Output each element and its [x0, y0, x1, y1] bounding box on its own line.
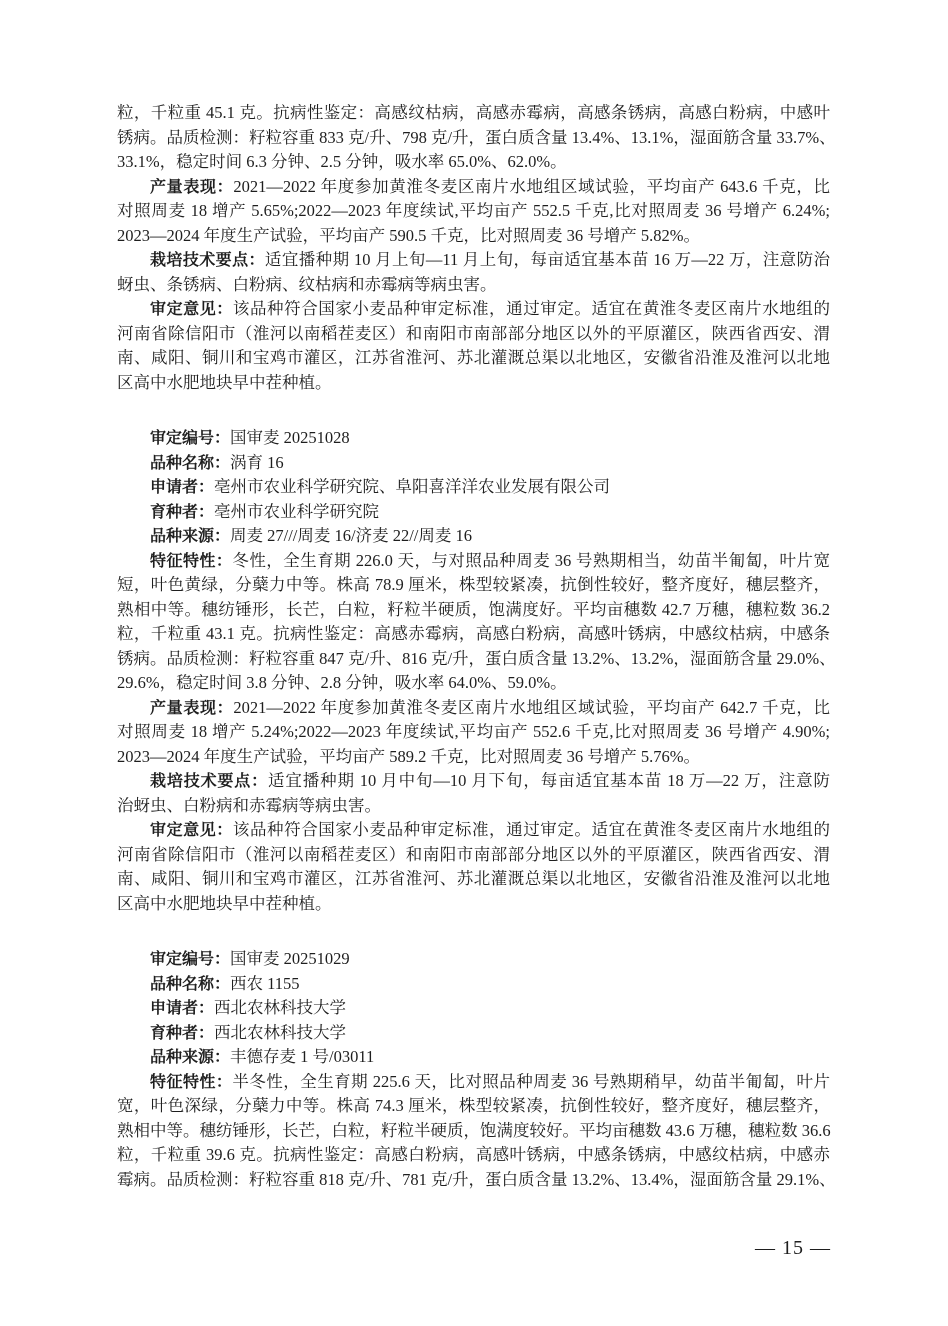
entry-field — [117, 451, 830, 476]
page-number: — 15 — — [755, 1237, 831, 1259]
field-value: 丰德存麦 1 号/03011 — [230, 1047, 375, 1066]
paragraph-text: 对照周麦 18 增产 5.65%;2022—2023 年度续试,平均亩产 552.5 千克,比对照周麦 36 号增产 6.24%; — [117, 201, 830, 220]
field-value: 周麦 27///周麦 16/济麦 22//周麦 16 — [230, 526, 473, 545]
paragraph — [117, 101, 836, 175]
paragraph — [117, 696, 830, 770]
paragraph-text: 锈病。品质检测：籽粒容重 833 克/升、798 克/升，蛋白质含量 13.4%、13.1%，湿面筋含量 33.7%、 — [117, 127, 836, 147]
text-line — [117, 199, 830, 224]
paragraph-label: 特征特性： — [150, 1071, 233, 1091]
paragraph-text: 熟相中等。穗纺锤形，长芒，白粒，籽粒半硬质，饱满度较好。平均亩穗数 43.6 万穗，穗粒数 36.6 — [117, 1120, 831, 1140]
field-value: 国审麦 20251028 — [230, 428, 350, 447]
text-line — [117, 794, 830, 819]
field-label: 品种名称： — [150, 973, 231, 993]
paragraph — [117, 175, 830, 249]
text-line — [117, 175, 830, 200]
paragraph-text: 29.6%，稳定时间 3.8 分钟、2.8 分钟，吸水率 64.0%、59.0%。 — [117, 673, 567, 692]
paragraph-text: 区高中水肥地块早中茬种植。 — [117, 372, 332, 392]
text-line — [117, 598, 830, 623]
text-line — [117, 322, 830, 347]
text-line — [117, 745, 830, 770]
paragraph — [117, 248, 830, 297]
field-value: 亳州市农业科学研究院 — [214, 501, 380, 521]
text-line — [117, 371, 830, 396]
paragraph — [117, 1070, 836, 1193]
paragraph-label: 栽培技术要点： — [150, 771, 269, 790]
field-label: 审定编号： — [150, 949, 231, 968]
paragraph-label: 产量表现： — [150, 176, 234, 196]
text-line — [117, 647, 836, 672]
text-line — [117, 696, 830, 721]
text-line — [117, 1168, 836, 1193]
variety-entry — [117, 947, 836, 1192]
paragraph-label: 审定意见： — [150, 820, 233, 839]
variety-entry — [117, 426, 836, 916]
paragraph-text: 区高中水肥地块早中茬种植。 — [117, 893, 332, 913]
entry-field — [117, 1021, 830, 1046]
paragraph-text: 南、咸阳、铜川和宝鸡市灌区，江苏省淮河、苏北灌溉总渠以北地区，安徽省沿淮及淮河以北地 — [117, 869, 830, 888]
field-value: 西北农林科技大学 — [214, 1022, 347, 1042]
entry-field — [117, 475, 830, 500]
text-line — [117, 892, 830, 917]
text-line — [117, 101, 830, 126]
paragraph-text: 冬性，全生育期 226.0 天，与对照品种周麦 36 号熟期相当，幼苗半匍匐，叶片宽 — [232, 550, 830, 570]
paragraph-text: 适宜播种期 10 月上旬—11 月上旬，每亩适宜基本苗 16 万—22 万，注意防治 — [264, 250, 830, 269]
paragraph-label: 产量表现： — [150, 697, 234, 717]
paragraph-text: 蚜虫、条锈病、白粉病、纹枯病和赤霉病等病虫害。 — [117, 274, 497, 294]
field-label: 申请者： — [150, 998, 215, 1017]
paragraph-text: 治蚜虫、白粉病和赤霉病等病虫害。 — [117, 795, 381, 815]
paragraph-text: 宽，叶色深绿，分蘖力中等。株高 74.3 厘米，株型较紧凑，抗倒性较好，整齐度好，穗层整齐， — [117, 1096, 830, 1115]
document-body — [117, 101, 836, 1192]
field-value: 国审麦 20251029 — [230, 949, 350, 968]
field-label: 育种者： — [150, 1022, 215, 1042]
paragraph-text: 2021—2022 年度参加黄淮冬麦区南片水地组区域试验，平均亩产 643.6 千克，比 — [233, 176, 830, 196]
paragraph-text: 2023—2024 年度生产试验，平均亩产 590.5 千克，比对照周麦 36 号增产 5.82%。 — [117, 225, 700, 245]
paragraph-text: 锈病。品质检测：籽粒容重 847 克/升、816 克/升，蛋白质含量 13.2%、13.2%，湿面筋含量 29.0%、 — [117, 648, 836, 668]
text-line — [117, 573, 830, 598]
entry-field — [117, 947, 830, 972]
paragraph — [117, 769, 830, 818]
field-label: 品种名称： — [150, 452, 231, 472]
paragraph-text: 粒，千粒重 39.6 克。抗病性鉴定：高感白粉病，高感叶锈病，中感条锈病，中感纹枯病，中感赤 — [117, 1145, 830, 1164]
text-line — [117, 224, 830, 249]
paragraph-text: 对照周麦 18 增产 5.24%;2022—2023 年度续试,平均亩产 552.6 千克,比对照周麦 36 号增产 4.90%; — [117, 722, 830, 741]
paragraph-text: 霉病。品质检测：籽粒容重 818 克/升、781 克/升，蛋白质含量 13.2%、13.4%，湿面筋含量 29.1%、 — [117, 1169, 836, 1189]
field-label: 品种来源： — [150, 526, 231, 545]
paragraph-label: 审定意见： — [150, 299, 233, 318]
field-label: 申请者： — [150, 477, 215, 496]
entry-field — [117, 524, 830, 549]
text-line — [117, 297, 830, 322]
text-line — [117, 622, 830, 647]
entry-field — [117, 500, 830, 525]
paragraph-text: 2023—2024 年度生产试验，平均亩产 589.2 千克，比对照周麦 36 号增产 5.76%。 — [117, 746, 700, 766]
paragraph-text: 33.1%，稳定时间 6.3 分钟、2.5 分钟，吸水率 65.0%、62.0%。 — [117, 152, 567, 171]
paragraph-text: 2021—2022 年度参加黄淮冬麦区南片水地组区域试验，平均亩产 642.7 千克，比 — [233, 697, 830, 717]
paragraph-text: 短，叶色黄绿，分蘖力中等。株高 78.9 厘米，株型较紧凑，抗倒性较好，整齐度好，穗层整齐， — [117, 575, 830, 594]
text-line — [117, 549, 830, 574]
paragraph — [117, 297, 830, 395]
paragraph-text: 半冬性，全生育期 225.6 天，比对照品种周麦 36 号熟期稍早，幼苗半匍匐，叶片 — [232, 1071, 830, 1091]
paragraph-text: 熟相中等。穗纺锤形，长芒，白粒，籽粒半硬质，饱满度好。平均亩穗数 42.7 万穗，穗粒数 36.2 — [117, 599, 830, 619]
field-label: 审定编号： — [150, 428, 231, 447]
continued-entry — [117, 101, 836, 395]
field-label: 品种来源： — [150, 1047, 231, 1066]
text-line — [117, 671, 830, 696]
field-value: 涡育 16 — [230, 452, 284, 472]
text-line — [117, 843, 830, 868]
paragraph-text: 适宜播种期 10 月中旬—10 月下旬，每亩适宜基本苗 18 万—22 万，注意防 — [268, 771, 830, 790]
entry-field — [117, 972, 830, 997]
paragraph-text: 粒，千粒重 43.1 克。抗病性鉴定：高感赤霉病，高感白粉病，高感叶锈病，中感纹枯病，中感条 — [117, 624, 830, 643]
paragraph-text: 该品种符合国家小麦品种审定标准，通过审定。适宜在黄淮冬麦区南片水地组的 — [232, 820, 830, 839]
text-line — [117, 1094, 830, 1119]
paragraph-text: 河南省除信阳市（淮河以南稻茬麦区）和南阳市南部部分地区以外的平原灌区，陕西省西安、渭 — [117, 844, 830, 864]
paragraph — [117, 549, 836, 696]
text-line — [117, 1143, 830, 1168]
text-line — [117, 273, 830, 298]
entry-field — [117, 426, 830, 451]
field-value: 西农 1155 — [230, 973, 300, 993]
text-line — [117, 720, 830, 745]
field-value: 亳州市农业科学研究院、阜阳喜洋洋农业发展有限公司 — [214, 477, 611, 496]
field-value: 西北农林科技大学 — [214, 998, 347, 1017]
paragraph-text: 该品种符合国家小麦品种审定标准，通过审定。适宜在黄淮冬麦区南片水地组的 — [232, 299, 830, 318]
text-line — [117, 150, 830, 175]
text-line — [117, 126, 836, 151]
text-line — [117, 818, 830, 843]
paragraph-text: 河南省除信阳市（淮河以南稻茬麦区）和南阳市南部部分地区以外的平原灌区，陕西省西安、渭 — [117, 323, 830, 343]
text-line — [117, 769, 830, 794]
paragraph-label: 特征特性： — [150, 550, 233, 570]
text-line — [117, 1070, 830, 1095]
paragraph — [117, 818, 830, 916]
paragraph-text: 粒，千粒重 45.1 克。抗病性鉴定：高感纹枯病，高感赤霉病，高感条锈病，高感白粉病，中感叶 — [117, 103, 830, 122]
paragraph-text: 南、咸阳、铜川和宝鸡市灌区，江苏省淮河、苏北灌溉总渠以北地区，安徽省沿淮及淮河以北地 — [117, 348, 830, 367]
text-line — [117, 1119, 830, 1144]
paragraph-label: 栽培技术要点： — [150, 250, 265, 269]
text-line — [117, 346, 830, 371]
text-line — [117, 867, 830, 892]
field-label: 育种者： — [150, 501, 215, 521]
entry-field — [117, 1045, 830, 1070]
text-line — [117, 248, 830, 273]
entry-field — [117, 996, 830, 1021]
